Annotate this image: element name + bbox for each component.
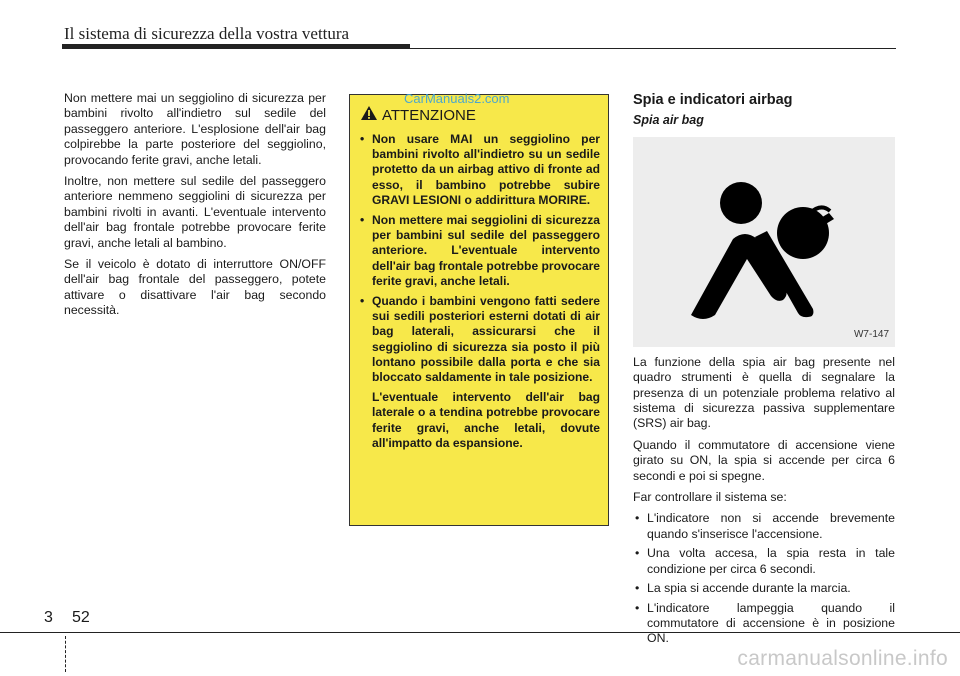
figure-code: W7-147 bbox=[853, 329, 889, 341]
warning-item: • Non usare MAI un seggiolino per bambini rivolto all'indietro su un sedile protetto da un airbag attivo di fronte ad esso, il bambino potrebbe subire GRAVI LESIONI o addirittura MORIRE. bbox=[360, 132, 600, 208]
paragraph: Se il veicolo è dotato di interruttore ON/OFF dell'air bag frontale del passeggero, potete attivare o disattivare l'air bag secondo necessità. bbox=[64, 257, 326, 318]
right-column bbox=[633, 93, 895, 651]
airbag-figure bbox=[633, 137, 895, 347]
paragraph: Far controllare il sistema se: bbox=[633, 490, 787, 505]
warning-triangle-icon bbox=[360, 105, 378, 126]
list-item: • Una volta accesa, la spia resta in tale condizione per circa 6 secondi. bbox=[633, 546, 895, 577]
warning-item: • Non mettere mai seggiolini di sicurezza per bambini sul sedile del passeggero anteriore. L'eventuale intervento dell'air bag frontale potrebbe provocare ferite gravi, anche letali. bbox=[360, 213, 600, 289]
footer-divider bbox=[65, 636, 66, 672]
header-rule bbox=[62, 48, 896, 49]
warning-title: ATTENZIONE bbox=[382, 107, 476, 124]
paragraph: Inoltre, non mettere sul sedile del passeggero anteriore nemmeno seggiolini di sicurezza per bambini rivolti in avanti. L'eventuale intervento dell'air bag frontale potrebbe provocare ferite gravi, anche letali al bambino. bbox=[64, 174, 326, 250]
warning-item: • Quando i bambini vengono fatti sedere sui sedili posteriori esterni dotati di air bag laterali, assicurarsi che il seggiolino di sicurezza sia posto il più lontano possibile dalla porta e che sia bloccato saldamente in tale posizione. bbox=[360, 294, 600, 385]
footer-watermark: carmanualsonline.info bbox=[737, 647, 948, 670]
warning-extra: L'eventuale intervento dell'air bag laterale o a tendina potrebbe provocare ferite gravi, anche letali, dovute all'impatto da espansione. bbox=[372, 390, 600, 450]
site-watermark: CarManuals2.com bbox=[404, 91, 510, 106]
list-item: • L'indicatore lampeggia quando il commutatore di accensione è in posizione ON. bbox=[633, 601, 895, 647]
list-item: • La spia si accende durante la marcia. bbox=[633, 581, 895, 596]
warning-header bbox=[360, 105, 600, 126]
checklist bbox=[633, 511, 895, 646]
section-title: Spia e indicatori airbag bbox=[633, 92, 793, 108]
paragraph: Quando il commutatore di accensione viene girato su ON, la spia si accende per circa 6 secondi e poi si spegne. bbox=[633, 437, 895, 483]
page-header-title: Il sistema di sicurezza della vostra vettura bbox=[64, 24, 350, 43]
left-column bbox=[64, 91, 326, 325]
page-number: 52 bbox=[72, 609, 90, 626]
subsection-title: Spia air bag bbox=[633, 113, 704, 128]
chapter-number: 3 bbox=[44, 609, 53, 626]
list-item: • L'indicatore non si accende brevemente quando s'inserisce l'accensione. bbox=[633, 511, 895, 542]
warning-list bbox=[360, 132, 600, 385]
footer-rule bbox=[0, 632, 960, 633]
warning-box bbox=[349, 94, 609, 526]
paragraph: La funzione della spia air bag presente nel quadro strumenti è quella di segnalare la presenza di un potenziale problema relativo al sistema di sicurezza passiva supplementare (SRS) air bag. bbox=[633, 354, 895, 431]
paragraph: Non mettere mai un seggiolino di sicurezza per bambini rivolto all'indietro sul sedile del passeggero anteriore. L'esplosione dell'air bag colpirebbe la parte posteriore del seggiolino, provocando ferite gravi, anche letali. bbox=[64, 91, 326, 167]
